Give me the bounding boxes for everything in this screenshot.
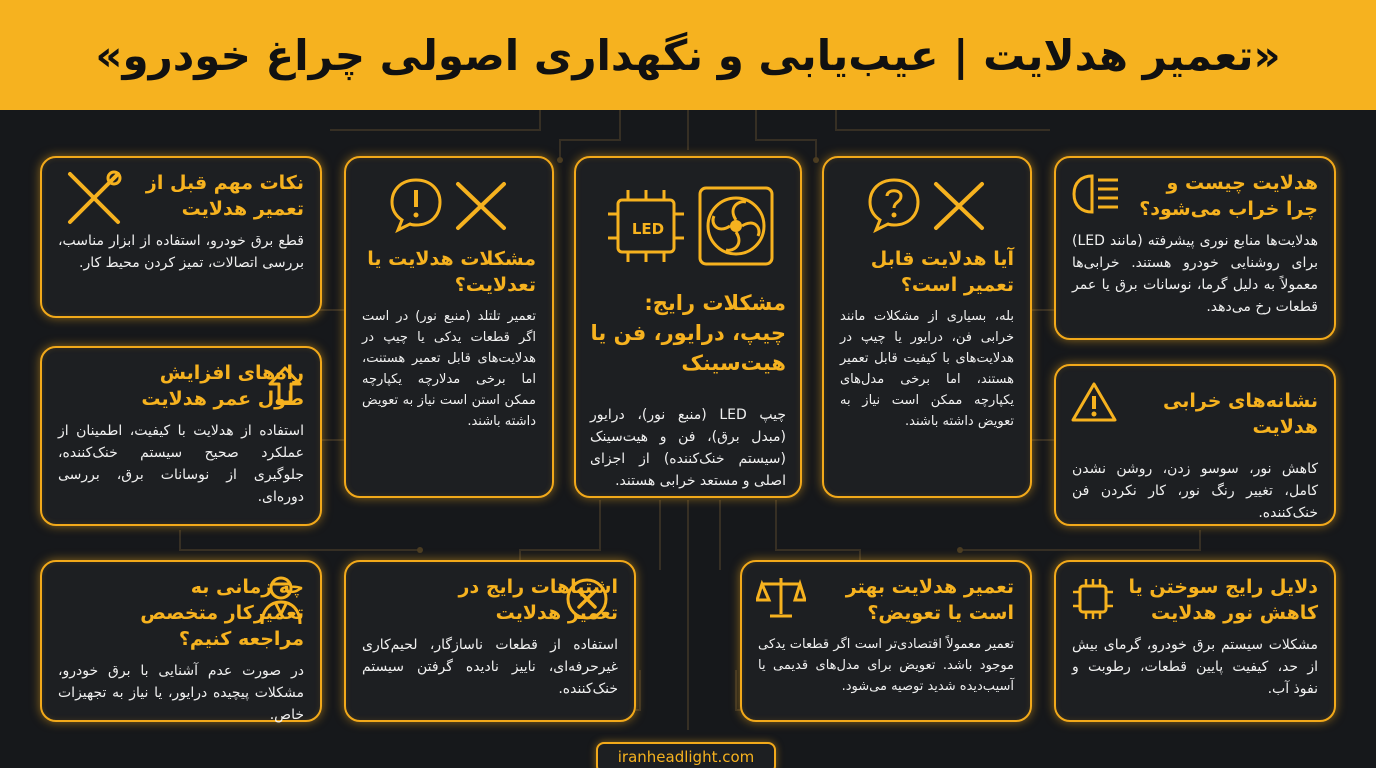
- question-tools-icon: [864, 174, 994, 234]
- warning-triangle-icon: [1070, 380, 1118, 424]
- website-url[interactable]: iranheadlight.com: [596, 742, 776, 768]
- card-title: دلایل رایج سوختن یا کاهش نور هدلایت: [1128, 576, 1318, 624]
- card-body: تعمیر معمولاً اقتصادی‌تر است اگر قطعات یدکی موجود باشد. تعویض برای مدل‌های قدیمی یا آسیب‌دیده شدید توصیه می‌شود.: [758, 637, 1014, 694]
- warning-tools-icon: [386, 174, 516, 234]
- card-what-is-headlight: [1054, 156, 1336, 340]
- card-body: کاهش نور، سوسو زدن، روشن نشدن کامل، تغییر رنگ نور، کار نکردن فن خنک‌کننده.: [1072, 461, 1318, 521]
- card-increase-lifespan: [40, 346, 322, 526]
- card-title: نشانه‌های خرابی هدلایت: [1163, 390, 1318, 438]
- card-body: مشکلات سیستم برق خودرو، گرمای بیش از حد، کیفیت پایین قطعات، رطوبت و نفوذ آب.: [1072, 637, 1318, 697]
- technician-icon: [256, 572, 306, 626]
- led-label: LED: [631, 220, 665, 238]
- header-bar: [0, 0, 1376, 110]
- card-body: استفاده از قطعات ناسازگار، لحیم‌کاری غیرحرفه‌ای، ناییز نادیده گرفتن سیستم خنک‌کننده.: [362, 637, 618, 697]
- card-common-mistakes: [344, 560, 636, 722]
- card-body: بله، بسیاری از مشکلات مانند خرابی فن، درایور یا چیپ در هدلایت‌های با کیفیت قابل تعمیر هستند، اما برخی مدل‌های یکپارچه ممکن است نیاز به تعویض داشته باشند.: [840, 309, 1014, 429]
- card-common-problems: [574, 156, 802, 498]
- card-title: آیا هدلایت قابل تعمیر است؟: [870, 248, 1014, 296]
- card-title: چه زمانی به تعمیرکار متخصص مراجعه کنیم؟: [140, 576, 304, 650]
- arrow-up-icon: [262, 362, 308, 408]
- card-body: هدلایت‌ها منابع نوری پیشرفته (مانند LED) برای روشنایی خودرو هستند. خرابی‌ها معمولاً به دلیل گرما، نوسانات برق یا عمر قطعات رخ می‌دهد.: [1072, 233, 1318, 315]
- card-burn-causes: [1054, 560, 1336, 722]
- scale-icon: [756, 574, 806, 620]
- card-title: مشکلات رایج: چیپ، درایور، فن یا هیت‌سینک: [590, 291, 786, 375]
- headlight-icon: [1068, 172, 1122, 216]
- card-body: چیپ LED (منبع نور)، درایور (مبدل برق)، فن و هیت‌سینک (سیستم خنک‌کننده) از اجزای اصلی و مستعد خرابی هستند.: [590, 407, 786, 489]
- card-title: راه‌های افزایش طول عمر هدلایت: [141, 362, 304, 410]
- card-body: استفاده از هدلایت با کیفیت، اطمینان از عملکرد صحیح سیستم خنک‌کننده، جلوگیری از نوسانات برق، بررسی دوره‌ای.: [58, 423, 304, 505]
- card-repair-or-replace: [740, 560, 1032, 722]
- close-circle-icon: [564, 576, 610, 622]
- card-body: تعمیر تلتلد (منبع نور) در است اگر قطعات یدکی یا چیپ در هدلایت‌های قابل تعمیر هستنت، اما برخی مدلارچه یکپارچه ممکن استن است نیاز به تعویض داشته باشند.: [362, 309, 536, 429]
- card-title: مشکلات هدلایت یا تعدلایت؟: [367, 248, 536, 296]
- card-before-repair: [40, 156, 322, 318]
- card-repairable: [822, 156, 1032, 498]
- card-body: قطع برق خودرو، استفاده از ابزار مناسب، بررسی اتصالات، تمیز کردن محیط کار.: [58, 233, 304, 271]
- card-title: اشتباهات رایج در تعمیر هدلایت: [458, 576, 618, 624]
- tools-icon: [64, 168, 124, 228]
- card-title: تعمیر هدلایت بهتر است یا تعویض؟: [845, 576, 1014, 624]
- card-title: نکات مهم قبل از تعمیر هدلایت: [145, 172, 304, 220]
- card-headlight-problems: [344, 156, 554, 498]
- card-when-expert: [40, 560, 322, 722]
- chip-icon: [1070, 576, 1116, 622]
- card-title: هدلایت چیست و چرا خراب می‌شود؟: [1139, 172, 1318, 220]
- card-body: در صورت عدم آشنایی با برق خودرو، مشکلات پیچیده درایور، یا نیاز به تجهیزات خاص.: [58, 663, 304, 723]
- page-title: «تعمیر هدلایت | عیب‌یابی و نگهداری اصولی چراغ خودرو»: [95, 30, 1281, 80]
- card-failure-signs: [1054, 364, 1336, 526]
